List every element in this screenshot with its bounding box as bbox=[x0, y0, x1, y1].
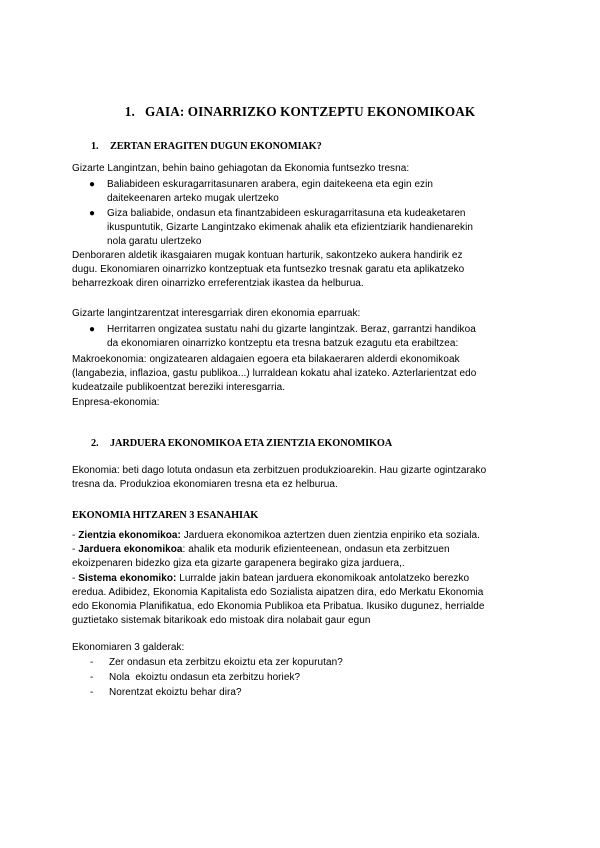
meaning-text: edo Ekonomia Planifikatua, edo Ekonomia Publikoa eta Pribatua. Ikusiko dugunez, herrialde bbox=[72, 601, 485, 613]
list-item-line: Herritarren ongizatea sustatu nahi du gizarte langintzak. Beraz, garrantzi handikoa bbox=[107, 324, 476, 335]
section1-number: 1. bbox=[91, 141, 99, 152]
list-item bbox=[107, 178, 433, 206]
paragraph-line: Makroekonomia: ongizatearen aldagaien egoera eta bilakaeraren alderdi ekonomikoak bbox=[72, 354, 460, 365]
paragraph-line: kudeatzaile publikoentzat bereziki interesgarria. bbox=[72, 382, 286, 394]
meaning-item bbox=[72, 529, 484, 543]
paragraph-line: dugu. Ekonomiaren oinarrizko kontzeptuak eta funtsezko tresnak garatu eta aplikatzeko bbox=[72, 264, 465, 276]
page-title: 1. GAIA: OINARRIZKO KONTZEPTU EKONOMIKOAK bbox=[124, 104, 476, 119]
meaning-term: Sistema ekonomiko: bbox=[78, 572, 177, 584]
meaning-term: Jarduera ekonomikoa bbox=[78, 544, 183, 556]
list-item bbox=[107, 207, 473, 250]
list-item-line: nola garatu ulertzeko bbox=[107, 236, 202, 248]
meaning-term: Zientzia ekonomikoa: bbox=[78, 530, 181, 541]
paragraph-line: tresna da. Produkzioa ekonomiaren tresna eta ez helburua. bbox=[72, 479, 338, 491]
dash: - bbox=[72, 530, 79, 541]
dash: - bbox=[72, 544, 79, 556]
section3-heading: EKONOMIA HITZAREN 3 ESANAHIAK bbox=[72, 510, 259, 521]
meaning-item bbox=[72, 543, 484, 557]
question-item: Norentzat ekoiztu behar dira? bbox=[109, 687, 242, 698]
section1-heading: ZERTAN ERAGITEN DUGUN EKONOMIAK? bbox=[110, 141, 322, 152]
paragraph-line: Denboraren aldetik ikasgaiaren mugak kontuan harturik, sakontzeko aukera handirik ez bbox=[72, 250, 463, 261]
list-item-line: ikuspuntutik, Gizarte Langintzako ekimenak ahalik eta efizientziarik handienarekin bbox=[107, 222, 473, 234]
bullet-icon: ● bbox=[89, 324, 96, 335]
section2-number: 2. bbox=[91, 438, 99, 449]
bullet-icon: ● bbox=[89, 208, 96, 219]
paragraph-line: Enpresa-ekonomia: bbox=[72, 396, 160, 408]
question-item: Zer ondasun eta zerbitzu ekoiztu eta zer kopurutan? bbox=[109, 657, 343, 668]
paragraph-line: (langabezia, inflazioa, gastu publikoa...) lurraldean kokatu ahal izateko. Azterlarientzat edo bbox=[72, 368, 477, 380]
meaning-item bbox=[72, 572, 484, 586]
meaning-text: Lurralde jakin batean jarduera ekonomikoak antolatzeko berezko bbox=[176, 572, 470, 584]
question-item: Nola ekoiztu ondasun eta zerbitzu horiek? bbox=[109, 672, 301, 683]
list-item-line: Baliabideen eskuragarritasunaren arabera, egin daitekeena eta egin ezin bbox=[107, 179, 433, 190]
list-item-line: da ekonomiaren oinarrizko kontzeptu eta tresna batzuk ezagutu eta erabiltzea: bbox=[107, 338, 459, 350]
section1-paragraph-3 bbox=[72, 353, 476, 410]
meaning-text: eredua. Adibidez, Ekonomia Kapitalista edo Sozialista aipatzen dira, edo Merkatu Ekonomia bbox=[72, 586, 484, 598]
paragraph-line: Ekonomia: beti dago lotuta ondasun eta zerbitzuen produkzioarekin. Hau gizarte ogintzarako bbox=[72, 465, 487, 476]
questions-intro: Ekonomiaren 3 galderak: bbox=[72, 642, 185, 653]
dash: - bbox=[90, 672, 94, 683]
meaning-text: Jarduera ekonomikoa aztertzen duen zientzia enpiriko eta soziala. bbox=[180, 530, 480, 541]
meaning-text: guztietako sistemak bitarikoak edo mistoak dira nolabait gaur egun bbox=[72, 615, 371, 627]
dash: - bbox=[72, 572, 79, 584]
meanings-list bbox=[72, 529, 484, 628]
meaning-text: : ahalik eta modurik efizienteenean, ondasun eta zerbitzuen bbox=[182, 544, 450, 556]
list-item-line: Giza baliabide, ondasun eta finantzabideen eskuragarritasuna eta kudeaketaren bbox=[107, 208, 466, 219]
section2-heading: JARDUERA EKONOMIKOA ETA ZIENTZIA EKONOMIKOA bbox=[110, 438, 393, 449]
paragraph-line: beharrezkoak diren oinarrizko erreferentziak ikastea da helburua. bbox=[72, 278, 364, 290]
section1-paragraph-1 bbox=[72, 249, 464, 292]
section1-intro: Gizarte Langintzan, behin baino gehiagotan da Ekonomia funtsezko tresna: bbox=[72, 163, 410, 174]
dash: - bbox=[90, 687, 94, 698]
dash: - bbox=[90, 657, 94, 668]
section1-paragraph-2: Gizarte langintzarentzat interesgarriak diren ekonomia eparruak: bbox=[72, 308, 361, 319]
bullet-icon: ● bbox=[89, 179, 96, 190]
list-item-line: daitekeenaren arteko mugak ulertzeko bbox=[107, 193, 279, 205]
section2-paragraph bbox=[72, 464, 486, 492]
list-item bbox=[107, 323, 476, 351]
meaning-text: ekoizpenaren bidezko giza eta gizarte garapenera begirako giza jarduera,. bbox=[72, 558, 405, 570]
